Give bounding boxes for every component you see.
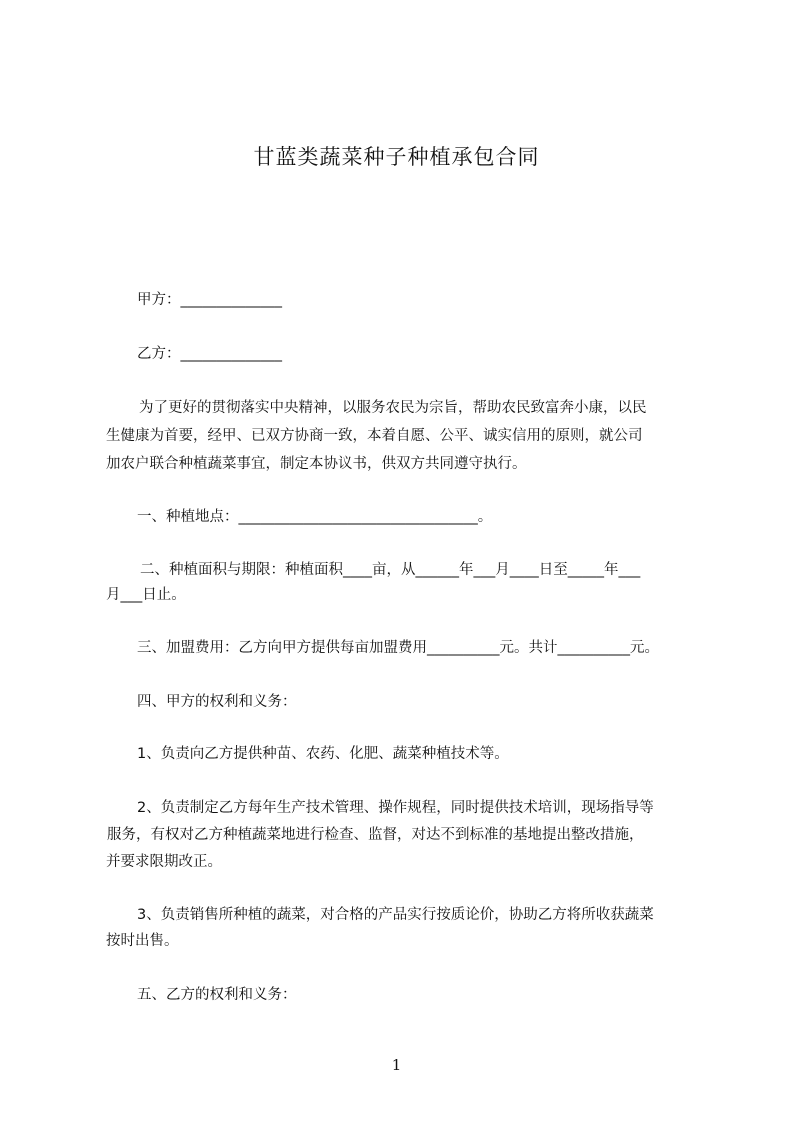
section-1-location: 一、种植地点：_________________________________。 xyxy=(137,509,493,525)
contract-title: 甘蓝类蔬菜种子种植承包合同 xyxy=(253,145,540,169)
party-b-line: 乙方：______________ xyxy=(137,346,282,362)
section-4-heading: 四、甲方的权利和义务： xyxy=(137,694,297,710)
section-4-item-2-line-3: 并要求限期改正。 xyxy=(106,854,222,870)
section-4-item-1: 1、负责向乙方提供种苗、农药、化肥、蔬菜种植技术等。 xyxy=(137,746,509,762)
section-2-line-2: 月___日止。 xyxy=(106,587,186,603)
section-5-heading: 五、乙方的权利和义务： xyxy=(137,987,297,1003)
section-4-item-2-line-2: 服务，有权对乙方种植蔬菜地进行检查、监督，对达不到标准的基地提出整改措施， xyxy=(107,827,644,843)
preamble-line-2: 生健康为首要，经甲、已双方协商一致，本着自愿、公平、诚实信用的原则，就公司 xyxy=(106,428,643,444)
section-2-line-1: 二、种植面积与期限：种植面积____亩，从______年___月____日至_____年___ xyxy=(140,562,641,578)
page-number: 1 xyxy=(391,1056,402,1074)
preamble-line-1: 为了更好的贯彻落实中央精神，以服务农民为宗旨，帮助农民致富奔小康，以民 xyxy=(139,400,647,416)
section-4-item-2-line-1: 2、负责制定乙方每年生产技术管理、操作规程，同时提供技术培训，现场指导等 xyxy=(137,800,654,816)
section-3-fees: 三、加盟费用：乙方向甲方提供每亩加盟费用__________元。共计__________元。 xyxy=(137,640,659,656)
preamble-line-3: 加农户联合种植蔬菜事宜，制定本协议书，供双方共同遵守执行。 xyxy=(106,456,527,472)
section-4-item-3-line-1: 3、负责销售所种植的蔬菜，对合格的产品实行按质论价，协助乙方将所收获蔬菜 xyxy=(137,907,654,923)
section-4-item-3-line-2: 按时出售。 xyxy=(106,933,179,949)
party-a-line: 甲方：______________ xyxy=(137,292,282,308)
